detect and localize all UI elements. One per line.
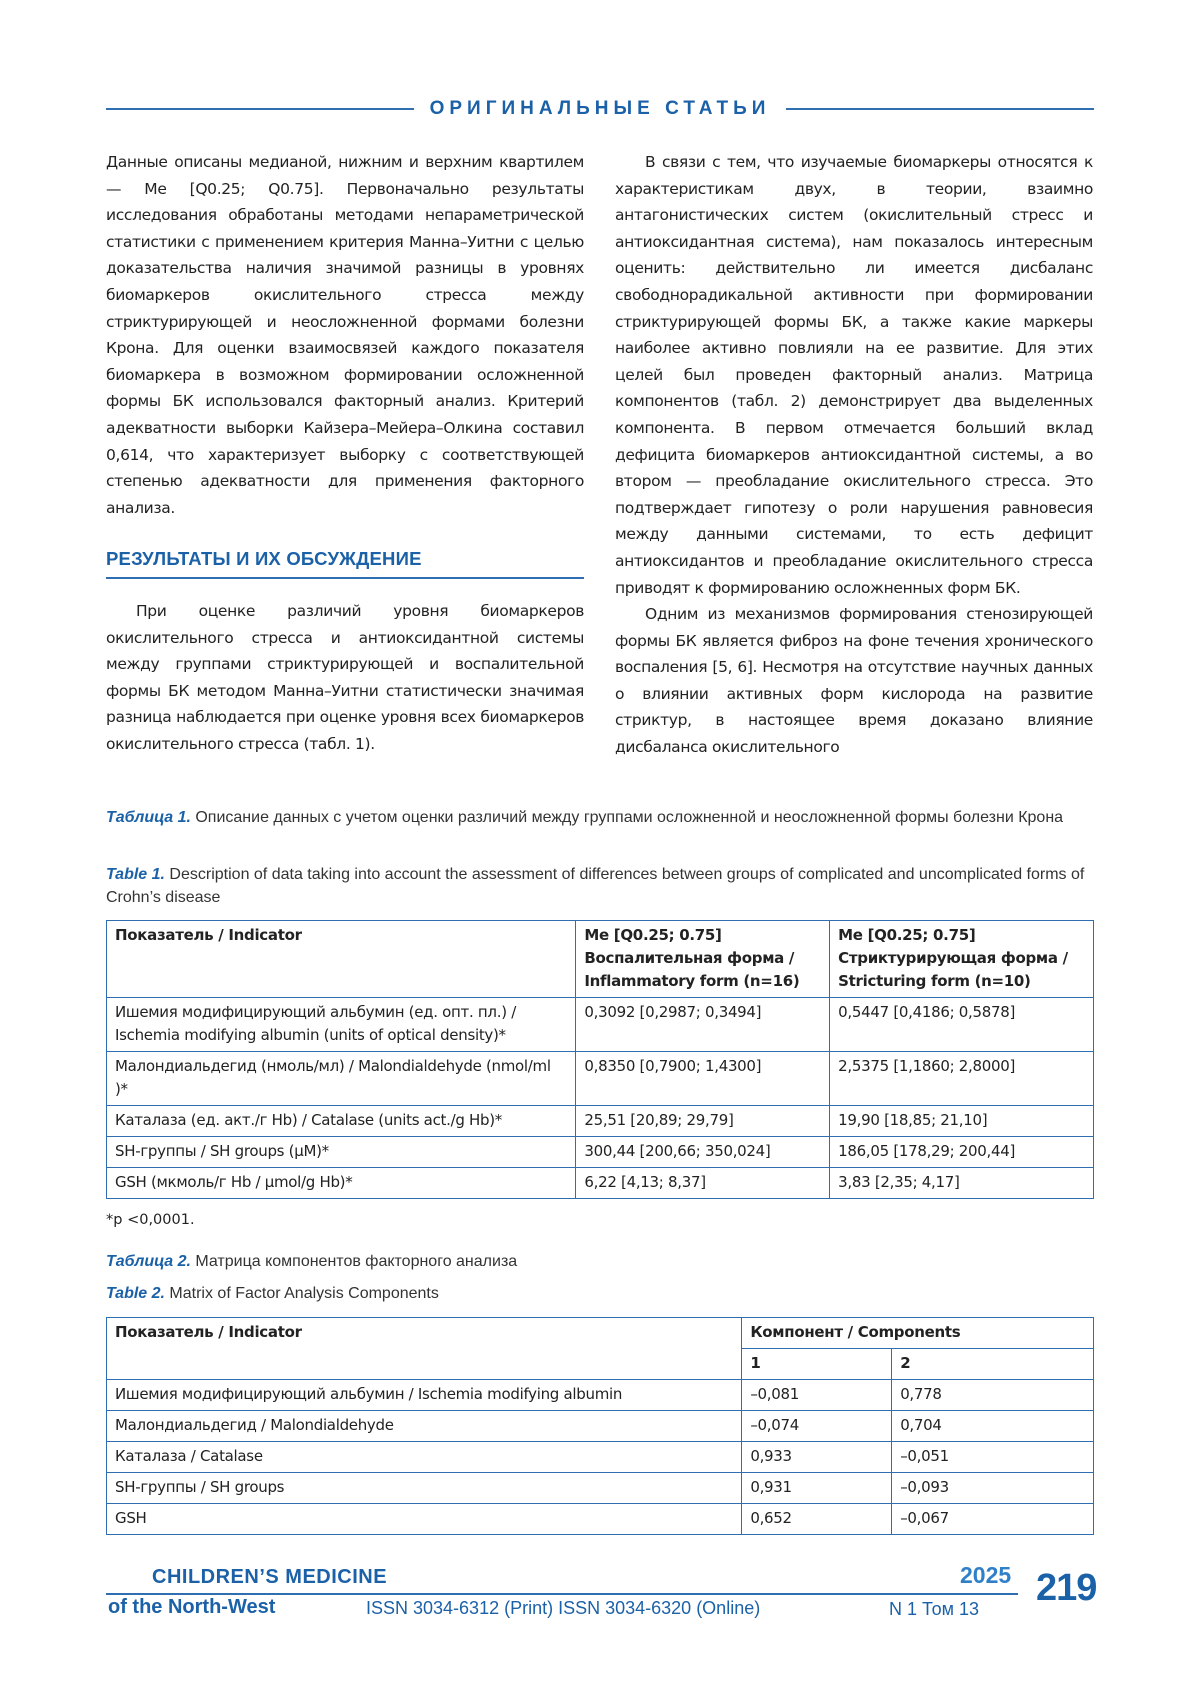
table-cell: Малондиальдегид (нмоль/мл) / Malondialdehyde (nmol/ml )* <box>107 1052 576 1106</box>
paragraph-mechanisms: Одним из механизмов формирования стенозирующей формы БК является фиброз на фоне течения хронического воспаления [5, 6]. Несмотря на отсутствие научных данных о влиянии активных форм кислорода на развитие стриктур, в настоящее время доказано влияние дисбаланса окислительного <box>615 605 1093 757</box>
table-row <box>107 1411 1094 1442</box>
footer-rule <box>106 1593 1018 1595</box>
issue-volume: N 1 Том 13 <box>889 1599 980 1619</box>
issn-line: ISSN 3034-6312 (Print) ISSN 3034-6320 (Online) <box>366 1598 761 1618</box>
table2-caption-ru <box>106 1250 1094 1273</box>
left-column <box>106 149 584 757</box>
table-cell: 186,05 [178,29; 200,44] <box>830 1137 1094 1168</box>
table-cell: 0,931 <box>742 1473 892 1504</box>
right-column <box>615 149 1093 761</box>
table-cell: 0,933 <box>742 1442 892 1473</box>
table-row <box>107 1473 1094 1504</box>
table-cell: Каталаза (ед. акт./г Hb) / Catalase (units act./g Hb)* <box>107 1106 576 1137</box>
table-cell: GSH <box>107 1504 742 1535</box>
table1-header-row <box>107 921 1094 998</box>
table2-label-ru: Таблица 2. <box>106 1253 191 1270</box>
table1-caption-en <box>106 863 1094 909</box>
table2-header-row <box>107 1318 1094 1349</box>
table-cell: 3,83 [2,35; 4,17] <box>830 1168 1094 1199</box>
table-cell: GSH (мкмоль/г Hb / μmol/g Hb)* <box>107 1168 576 1199</box>
table-cell: 0,778 <box>892 1380 1094 1411</box>
table1-caption-en-text: Description of data taking into account the assessment of differences between groups of complicated and uncomplicated forms of Crohn’s disease <box>106 866 1085 906</box>
table-cell: Ишемия модифицирующий альбумин (ед. опт. пл.) / Ischemia modifying albumin (units of optical density)* <box>107 998 576 1052</box>
table-cell: 0,5447 [0,4186; 0,5878] <box>830 998 1094 1052</box>
table1-caption-ru <box>106 806 1094 829</box>
table-cell: SH-группы / SH groups <box>107 1473 742 1504</box>
page-number: 219 <box>1036 1567 1097 1609</box>
table-row <box>107 1442 1094 1473</box>
table-cell: –0,081 <box>742 1380 892 1411</box>
table1-header-cell: Me [Q0.25; 0.75] Стриктурирующая форма / Stricturing form (n=10) <box>830 921 1094 998</box>
table-cell: 300,44 [200,66; 350,024] <box>576 1137 830 1168</box>
table1-caption-ru-text: Описание данных с учетом оценки различий между группами осложненной и неосложненной формы болезни Крона <box>190 809 1064 826</box>
table2-label-en: Table 2. <box>106 1285 165 1302</box>
section-title: ОРИГИНАЛЬНЫЕ СТАТЬИ <box>429 98 771 119</box>
issue-year: 2025 <box>960 1562 1012 1588</box>
table-row <box>107 1052 1094 1106</box>
table-row <box>107 1380 1094 1411</box>
journal-name-line2: of the North-West <box>108 1596 276 1618</box>
table-cell: –0,093 <box>892 1473 1094 1504</box>
table1-header-cell: Показатель / Indicator <box>107 921 576 998</box>
table2-caption-ru-text: Матрица компонентов факторного анализа <box>190 1253 518 1270</box>
table-cell: –0,067 <box>892 1504 1094 1535</box>
table-row <box>107 1504 1094 1535</box>
table-cell: Малондиальдегид / Malondialdehyde <box>107 1411 742 1442</box>
table2-caption-en <box>106 1282 1094 1305</box>
paragraph-factor-analysis: В связи с тем, что изучаемые биомаркеры относятся к характеристикам двух, в теории, взаимно антагонистических систем (окислительный стресс и антиоксидантная система), нам показалось интересным оценить: действительно ли имеется дисбаланс свободнорадикальной активности при формировании стриктурирующей формы БК, а также какие маркеры наиболее активно повлияли на ее развитие. Для этих целей был проведен факторный анализ. Матрица компонентов (табл. 2) демонстрирует два выделенных компонента. В первом отмечается больший вклад дефицита биомаркеров антиоксидантной системы, а во втором — преобладание окислительного стресса. Это подтверждает гипотезу о роли нарушения равновесия между данными системами, то есть дефицит антиоксидантов и преобладание окислительного стресса приводят к формированию осложненных форм БК. <box>615 153 1093 597</box>
table-cell: SH-группы / SH groups (μM)* <box>107 1137 576 1168</box>
table-cell: –0,051 <box>892 1442 1094 1473</box>
table1-footnote: *p <0,0001. <box>106 1212 195 1228</box>
table-cell: Каталаза / Catalase <box>107 1442 742 1473</box>
table2-header-component-2: 2 <box>892 1349 1094 1380</box>
table2-header-component-1: 1 <box>742 1349 892 1380</box>
table-cell: 0,3092 [0,2987; 0,3494] <box>576 998 830 1052</box>
table1-label-ru: Таблица 1. <box>106 809 191 826</box>
paragraph-methods: Данные описаны медианой, нижним и верхним квартилем — Me [Q0.25; Q0.75]. Первоначально результаты исследования обработаны методами непараметрической статистики с применением критерия Манна–Уитни с целью доказательства наличия значимой разницы в уровнях биомаркеров окислительного стресса между стриктурирующей и неосложненной формами болезни Крона. Для оценки взаимосвязей каждого показателя биомаркера в возможном формировании осложненной формы БК использовался факторный анализ. Критерий адекватности выборки Кайзера–Мейера–Олкина составил 0,614, что характеризует выборку с соответствующей степенью адекватности для применения факторного анализа. <box>106 153 584 517</box>
section-header <box>106 96 1094 122</box>
table1 <box>106 920 1094 1199</box>
table-cell: 25,51 [20,89; 29,79] <box>576 1106 830 1137</box>
table2-caption-en-text: Matrix of Factor Analysis Components <box>164 1285 439 1302</box>
table2 <box>106 1317 1094 1535</box>
table-cell: 6,22 [4,13; 8,37] <box>576 1168 830 1199</box>
table1-header-cell: Me [Q0.25; 0.75] Воспалительная форма / Inflammatory form (n=16) <box>576 921 830 998</box>
results-heading: РЕЗУЛЬТАТЫ И ИХ ОБСУЖДЕНИЕ <box>106 546 584 579</box>
header-rule-left <box>106 108 414 110</box>
table-cell: 2,5375 [1,1860; 2,8000] <box>830 1052 1094 1106</box>
paragraph-results: При оценке различий уровня биомаркеров окислительного стресса и антиоксидантной системы между группами стриктурирующей и воспалительной формы БК методом Манна–Уитни статистически значимая разница наблюдается при оценке уровня всех биомаркеров окислительного стресса (табл. 1). <box>106 601 584 753</box>
table-cell: –0,074 <box>742 1411 892 1442</box>
table-cell: 0,704 <box>892 1411 1094 1442</box>
table-cell: 19,90 [18,85; 21,10] <box>830 1106 1094 1137</box>
header-rule-right <box>786 108 1094 110</box>
table-cell: 0,8350 [0,7900; 1,4300] <box>576 1052 830 1106</box>
journal-name-line1: CHILDREN’S MEDICINE <box>152 1566 388 1588</box>
table-cell: 0,652 <box>742 1504 892 1535</box>
table2-header-components: Компонент / Components <box>742 1318 1094 1349</box>
table1-label-en: Table 1. <box>106 866 165 883</box>
table-row <box>107 1168 1094 1199</box>
table-row <box>107 1137 1094 1168</box>
table-row <box>107 998 1094 1052</box>
table2-header-indicator: Показатель / Indicator <box>107 1318 742 1380</box>
table-cell: Ишемия модифицирующий альбумин / Ischemia modifying albumin <box>107 1380 742 1411</box>
table-row <box>107 1106 1094 1137</box>
